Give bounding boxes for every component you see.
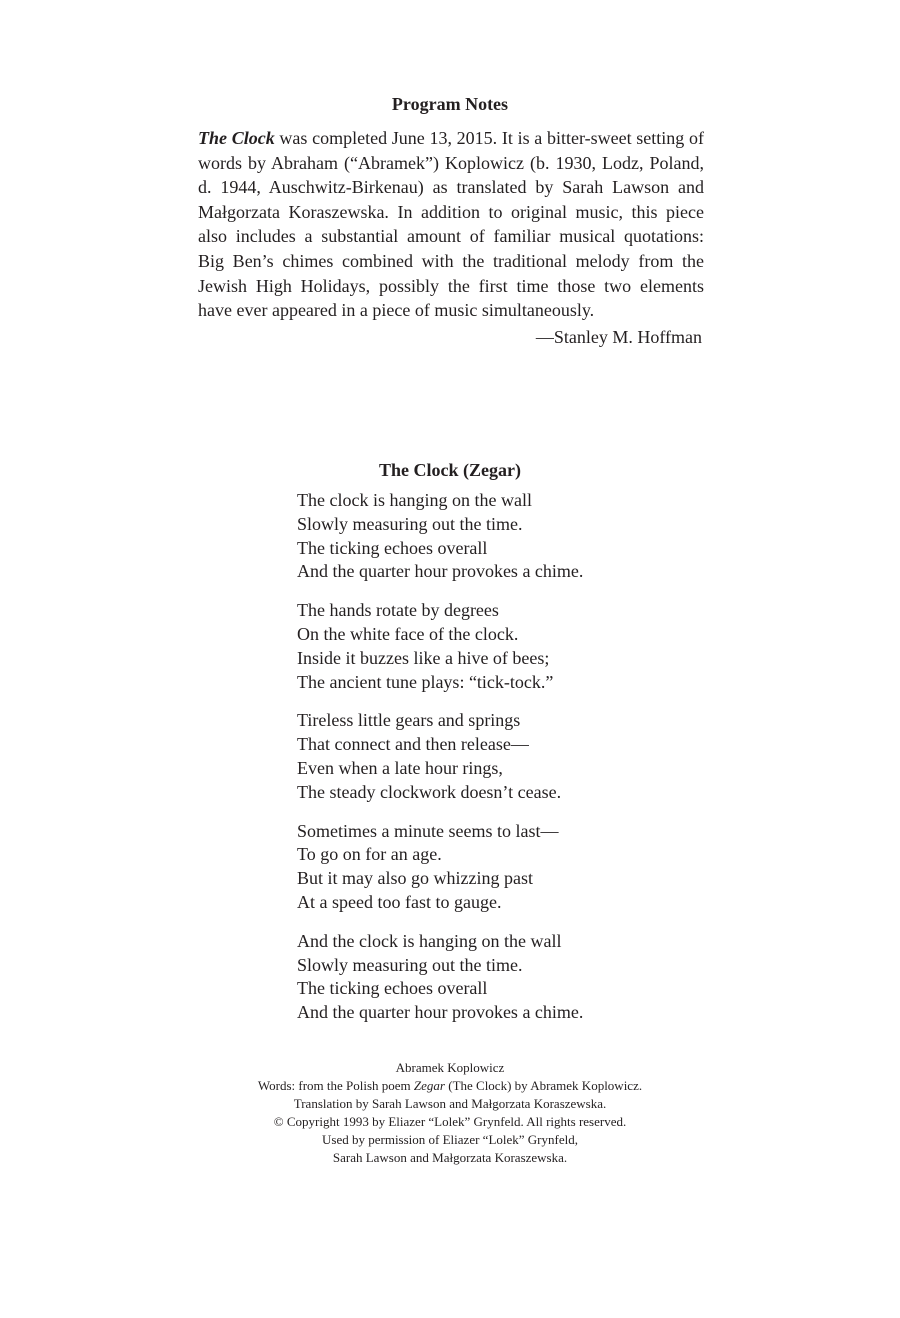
poem-line: The hands rotate by degrees xyxy=(297,600,499,621)
program-notes-line: Jewish High Holidays, possibly the first time those two elements xyxy=(198,275,704,296)
poem-line: Slowly measuring out the time. xyxy=(297,954,523,975)
poem-line: Slowly measuring out the time. xyxy=(297,513,523,534)
program-notes-heading: Program Notes xyxy=(391,94,509,114)
credit-translation: Translation by Sarah Lawson and Małgorzata Koraszewska. xyxy=(293,1096,607,1111)
credit-words-prefix: Words: from the Polish poem xyxy=(257,1078,414,1093)
program-notes-line: Big Ben’s chimes combined with the traditional melody from the xyxy=(198,250,704,271)
poem-line: The clock is hanging on the wall xyxy=(297,490,532,510)
credit-copyright: © Copyright 1993 by Eliazer “Lolek” Grynfeld. All rights reserved. xyxy=(273,1114,627,1129)
poem-line: Even when a late hour rings, xyxy=(297,757,503,778)
poem-body xyxy=(297,489,717,1040)
program-notes-line xyxy=(198,126,704,151)
credit-author: Abramek Koplowicz xyxy=(395,1060,505,1075)
poem-line: The ancient tune plays: “tick-tock.” xyxy=(297,671,554,692)
credit-words-italic: Zegar xyxy=(413,1078,445,1093)
poem-stanza xyxy=(297,709,717,804)
poem-line: And the clock is hanging on the wall xyxy=(297,930,562,951)
credit-words-suffix: (The Clock) by Abramek Koplowicz. xyxy=(444,1078,643,1093)
poem-line: Sometimes a minute seems to last— xyxy=(297,820,559,841)
poem-stanza xyxy=(297,820,717,915)
credit-permission: Used by permission of Eliazer “Lolek” Grynfeld, xyxy=(322,1132,578,1147)
credit-permission: Sarah Lawson and Małgorzata Koraszewska. xyxy=(332,1150,568,1165)
poem-stanza xyxy=(297,489,717,584)
poem-line: At a speed too fast to gauge. xyxy=(297,891,502,912)
poem-line: To go on for an age. xyxy=(297,844,442,865)
notes-attribution: —Stanley M. Hoffman xyxy=(535,327,702,347)
poem-line: The ticking echoes overall xyxy=(297,978,488,999)
poem-line: Tireless little gears and springs xyxy=(297,710,521,731)
program-notes-body xyxy=(198,126,704,323)
program-notes-line: have ever appeared in a piece of music simultaneously. xyxy=(198,300,595,321)
program-notes-line: d. 1944, Auschwitz-Birkenau) as translated by Sarah Lawson and xyxy=(198,177,704,198)
program-notes-line-text: was completed June 13, 2015. It is a bitter-sweet setting of xyxy=(274,128,704,148)
poem-stanza xyxy=(297,599,717,694)
program-notes-line: also includes a substantial amount of familiar musical quotations: xyxy=(198,226,704,247)
poem-stanza xyxy=(297,930,717,1025)
program-notes-line: Małgorzata Koraszewska. In addition to original music, this piece xyxy=(198,201,704,222)
piece-title-italic: The Clock xyxy=(198,128,275,148)
poem-line: On the white face of the clock. xyxy=(297,623,519,644)
poem-line: That connect and then release— xyxy=(297,734,529,755)
credits-block xyxy=(0,1059,900,1167)
poem-line: But it may also go whizzing past xyxy=(297,868,533,889)
poem-line: The ticking echoes overall xyxy=(297,537,488,558)
poem-line: The steady clockwork doesn’t cease. xyxy=(297,781,562,802)
poem-line: And the quarter hour provokes a chime. xyxy=(297,1002,584,1023)
credit-words xyxy=(0,1077,900,1095)
poem-line: And the quarter hour provokes a chime. xyxy=(297,561,584,582)
poem-line: Inside it buzzes like a hive of bees; xyxy=(297,647,550,668)
program-notes-line: words by Abraham (“Abramek”) Koplowicz (b. 1930, Lodz, Poland, xyxy=(198,152,704,173)
poem-title: The Clock (Zegar) xyxy=(379,460,521,480)
